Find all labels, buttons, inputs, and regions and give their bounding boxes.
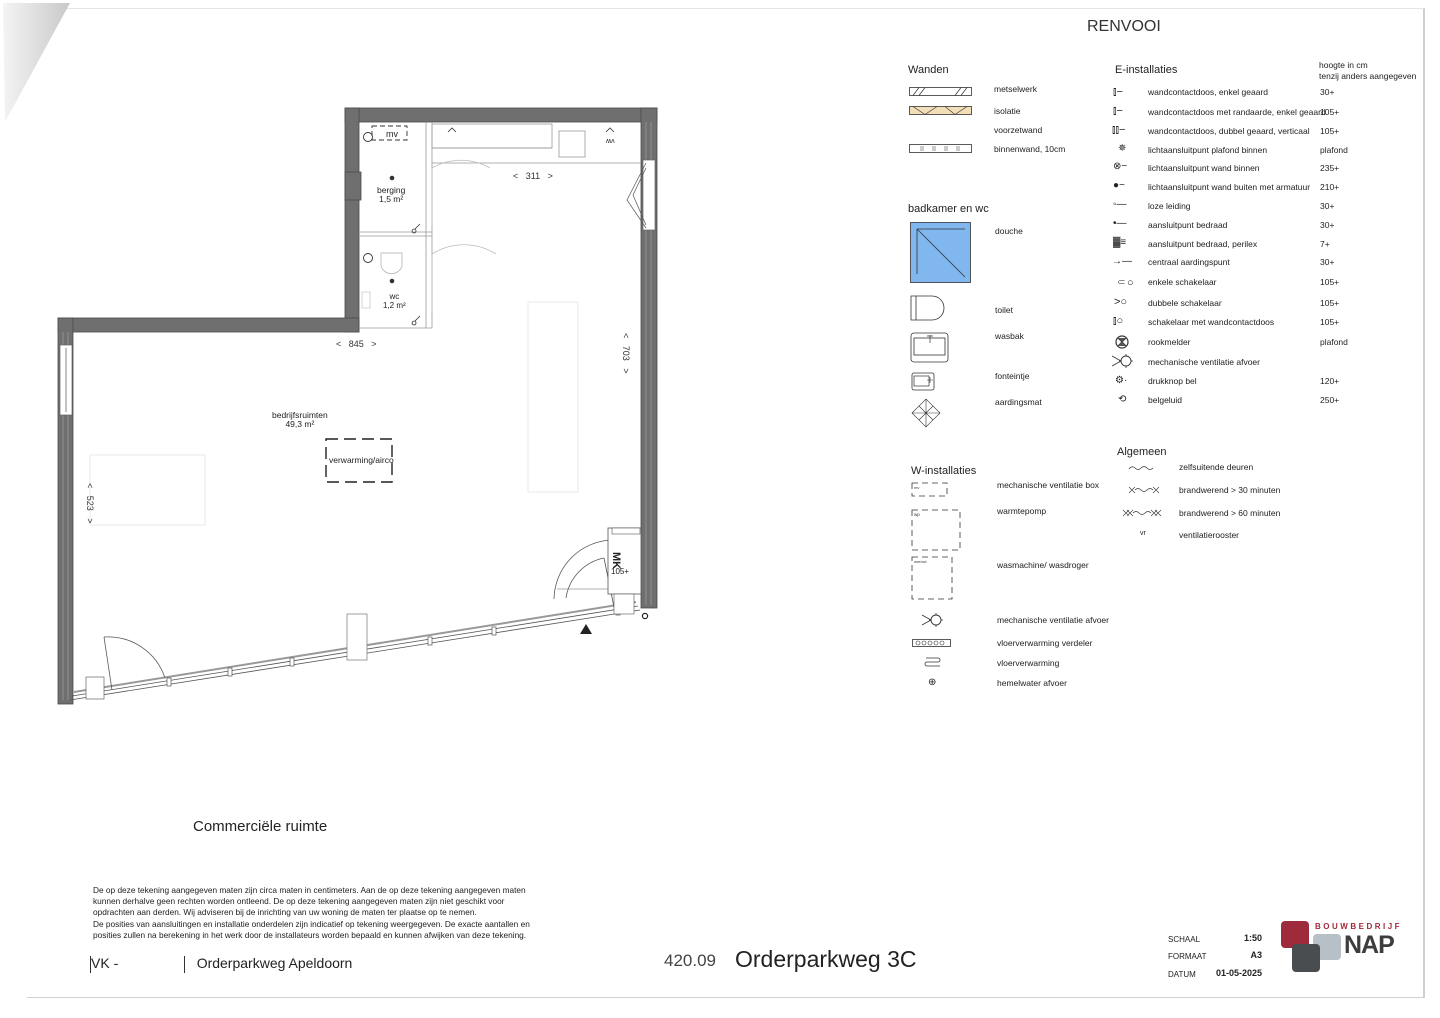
- legend-label: fonteintje: [995, 371, 1030, 381]
- legend-label: schakelaar met wandcontactdoos: [1148, 317, 1275, 327]
- floor-plan: [0, 0, 700, 720]
- loze-leiding-icon: ◦—: [1113, 199, 1127, 210]
- legend-label: zelfsuitende deuren: [1179, 462, 1254, 472]
- legend-label: douche: [995, 226, 1023, 236]
- company-name: NAP: [1344, 931, 1394, 959]
- logo-square-dark: [1292, 944, 1320, 972]
- svg-text:mv: mv: [914, 485, 920, 490]
- legend-label: wasmachine/ wasdroger: [997, 560, 1089, 570]
- svg-text:wm/wd: wm/wd: [914, 559, 927, 564]
- legend-label: loze leiding: [1148, 201, 1191, 211]
- legend-label: lichtaansluitpunt plafond binnen: [1148, 145, 1268, 155]
- legend-label: lichtaansluitpunt wand buiten met armatuur: [1148, 182, 1311, 192]
- e-installaties-title: E-installaties: [1115, 64, 1178, 76]
- wasbak-icon: [910, 332, 950, 364]
- room-name: bedrijfsruimten: [272, 410, 328, 420]
- dimension-value: 311: [525, 171, 541, 181]
- wasmachine-icon: [911, 556, 957, 602]
- brandwerend-30-icon: [1128, 486, 1160, 494]
- legend-label: belgeluid: [1148, 395, 1183, 405]
- legend-value: 105+: [1320, 107, 1340, 117]
- disclaimer-line: kunnen derhalve geen rechten worden ontleend. De op deze tekening aangegeven maten zijn niet geschikt voor: [93, 896, 505, 907]
- dubbele-schakelaar-icon: >○: [1114, 296, 1128, 308]
- legend-value: 30+: [1320, 201, 1335, 211]
- legend-label: binnenwand, 10cm: [994, 144, 1066, 154]
- disclaimer: [93, 885, 533, 941]
- belgeluid-icon: ⟲: [1118, 394, 1127, 405]
- schaal-value: 1:50: [1243, 933, 1262, 943]
- legend-value: 7+: [1320, 239, 1330, 249]
- disclaimer-line: posities zullen na berekening in het werk door de installateurs worden bepaald en kunnen afwijken van deze tekening.: [93, 929, 527, 940]
- legend-value: 235+: [1320, 163, 1340, 173]
- legend-label: dubbele schakelaar: [1148, 298, 1222, 308]
- room-wc: [383, 292, 406, 310]
- legend-label: wandcontactdoos met randaarde, enkel geaard: [1148, 107, 1326, 117]
- legend-label: isolatie: [994, 106, 1021, 116]
- hvac-label: verwarming/airco: [329, 455, 394, 465]
- mk-label: MK: [610, 552, 622, 570]
- fonteintje-icon: [911, 372, 937, 392]
- lichtaansluitpunt-buiten-icon: ●−: [1113, 180, 1125, 191]
- legend-label: drukknop bel: [1148, 376, 1197, 386]
- legend-label: wandcontactdoos, dubbel geaard, verticaal: [1148, 126, 1310, 136]
- legend-value: 210+: [1320, 182, 1340, 192]
- height-note: [1319, 60, 1416, 82]
- warmtepomp-icon: [911, 509, 963, 553]
- perilex-icon: ▓≡: [1113, 237, 1127, 248]
- metselwerk-hatch-icon: [909, 87, 973, 97]
- legend-label: aansluitpunt bedraad, perilex: [1148, 239, 1258, 249]
- schaal-label: SCHAAL: [1168, 935, 1201, 944]
- legend-label: enkele schakelaar: [1148, 277, 1217, 287]
- legend-value: 30+: [1320, 87, 1335, 97]
- disclaimer-line: De posities van aansluitingen en installatie onderdelen zijn indicatief op tekening weergegeven. De exacte aantallen en: [93, 918, 530, 929]
- legend-label: toilet: [995, 305, 1013, 315]
- wandcontactdoos-dubbel-icon: ⫾⫾−: [1112, 124, 1126, 136]
- room-area: 1,5 m²: [379, 194, 404, 204]
- dimension-right: < 703 >: [621, 333, 631, 374]
- room-area: 49,3 m²: [285, 419, 315, 429]
- datum-value: 01-05-2025: [1215, 968, 1262, 978]
- legend-value: 120+: [1320, 376, 1340, 386]
- badkamer-title: badkamer en wc: [908, 203, 989, 215]
- dimension-left: < 523 >: [85, 483, 95, 524]
- binnenwand-hatch-icon: [909, 144, 973, 154]
- ventilatierooster-icon: vr: [1140, 530, 1146, 537]
- formaat-label: FORMAAT: [1168, 952, 1207, 961]
- project-address: Orderparkweg 3C: [735, 946, 917, 972]
- legend-label: vloerverwarming: [997, 658, 1060, 668]
- wandcontactdoos-enkel-icon: ⫾−: [1113, 86, 1123, 98]
- wanden-title: Wanden: [908, 64, 949, 76]
- formaat-value: A3: [1250, 950, 1262, 960]
- svg-text:wp: wp: [914, 512, 920, 517]
- legend-title: RENVOOI: [1087, 18, 1161, 35]
- wandcontactdoos-randaarde-icon: ⫾−: [1113, 105, 1123, 117]
- legend-label: metselwerk: [994, 84, 1037, 94]
- legend-label: hemelwater afvoer: [997, 678, 1067, 688]
- zelfsluitende-deuren-icon: [1128, 464, 1156, 472]
- legend-value: 105+: [1320, 126, 1340, 136]
- height-note-line: tenzij anders aangegeven: [1319, 71, 1417, 81]
- datum-label: DATUM: [1168, 970, 1196, 979]
- legend-label: wasbak: [995, 331, 1024, 341]
- legend-label: lichtaansluitpunt wand binnen: [1148, 163, 1260, 173]
- legend-value: 105+: [1320, 317, 1340, 327]
- project-name: Orderparkweg Apeldoorn: [196, 955, 353, 971]
- legend-label: voorzetwand: [994, 125, 1043, 135]
- disclaimer-line: De op deze tekening aangegeven maten zijn circa maten in centimeters. Aan de op deze tekening aangegeven maten: [93, 885, 526, 895]
- rookmelder-icon: [1115, 335, 1129, 349]
- drukknop-bel-icon: ⚙·: [1115, 375, 1128, 386]
- hemelwater-afvoer-icon: ⊕: [928, 677, 937, 688]
- company-logo: [1281, 921, 1421, 977]
- dimension-value: 523: [85, 495, 95, 511]
- height-note-line: hoogte in cm: [1319, 60, 1368, 70]
- vloerverwarming-verdeler-icon: [912, 639, 952, 649]
- room-name: berging: [377, 185, 406, 195]
- schakelaar-wcd-icon: ⫾○: [1113, 315, 1124, 327]
- legend-label: rookmelder: [1148, 337, 1191, 347]
- legend-label: ventilatierooster: [1179, 530, 1240, 540]
- isolatie-hatch-icon: [909, 106, 973, 116]
- aardingsmat-icon: [910, 398, 942, 428]
- vloerverwarming-icon: [924, 656, 942, 668]
- legend-label: centraal aardingspunt: [1148, 257, 1230, 267]
- ventilatie-afvoer-icon: [920, 612, 944, 628]
- aansluitpunt-bedraad-icon: •—: [1113, 218, 1127, 229]
- legend-label: brandwerend > 30 minuten: [1179, 485, 1281, 495]
- dimension-middle: < 845 >: [336, 339, 377, 349]
- project-code: VK -: [91, 955, 119, 971]
- dimension-value: 845: [348, 339, 364, 349]
- legend-label: wandcontactdoos, enkel geaard: [1148, 87, 1269, 97]
- legend-value: 30+: [1320, 220, 1335, 230]
- room-area: 1,2 m²: [383, 301, 406, 310]
- legend-label: aardingsmat: [995, 397, 1042, 407]
- legend-value: plafond: [1320, 337, 1348, 347]
- dimension-value: 703: [621, 345, 631, 361]
- disclaimer-line: opdrachten aan derden. Wij adviseren bij de inrichting van uw woning de maten ter plaatse op te nemen.: [93, 907, 477, 918]
- legend-label: aansluitpunt bedraad: [1148, 220, 1228, 230]
- legend-label: warmtepomp: [997, 506, 1047, 516]
- room-berging: [377, 186, 405, 204]
- w-installaties-title: W-installaties: [911, 465, 977, 477]
- toilet-icon: [910, 295, 948, 323]
- legend-label: vloerverwarming verdeler: [997, 638, 1093, 648]
- enkele-schakelaar-icon: ⸦○: [1116, 277, 1134, 289]
- mk-height-label: 105+: [611, 567, 630, 576]
- legend-value: 250+: [1320, 395, 1340, 405]
- douche-icon: [910, 222, 972, 284]
- ventilatie-afvoer-icon: [1110, 353, 1134, 369]
- lichtaansluitpunt-plafond-icon: ✵: [1118, 143, 1127, 154]
- aardingspunt-icon: →—: [1112, 256, 1132, 267]
- legend-value: 105+: [1320, 298, 1340, 308]
- room-bedrijfsruimten: [272, 411, 328, 429]
- project-number: 420.09: [664, 951, 716, 970]
- legend-label: mechanische ventilatie afvoer: [1148, 357, 1260, 367]
- brandwerend-60-icon: [1122, 509, 1166, 517]
- legend-value: 30+: [1320, 257, 1335, 267]
- lichtaansluitpunt-wand-icon: ⊗−: [1113, 161, 1128, 172]
- ventilatie-box-icon: [911, 482, 951, 498]
- legend-value: plafond: [1320, 145, 1348, 155]
- dimension-top: < 311 >: [513, 171, 553, 181]
- legend-label: mechanische ventilatie afvoer: [997, 615, 1109, 625]
- room-name: wc: [389, 292, 400, 301]
- algemeen-title: Algemeen: [1117, 446, 1167, 458]
- legend-label: mechanische ventilatie box: [997, 480, 1100, 490]
- separator: [184, 956, 185, 973]
- project-line: [90, 955, 352, 973]
- legend-value: 105+: [1320, 277, 1340, 287]
- mv-label: mv: [386, 129, 398, 139]
- vw-label: vw: [606, 137, 615, 144]
- legend-label: brandwerend > 60 minuten: [1179, 508, 1281, 518]
- company-subtitle: BOUWBEDRIJF: [1315, 922, 1403, 931]
- room-type-title: Commerciële ruimte: [193, 818, 328, 835]
